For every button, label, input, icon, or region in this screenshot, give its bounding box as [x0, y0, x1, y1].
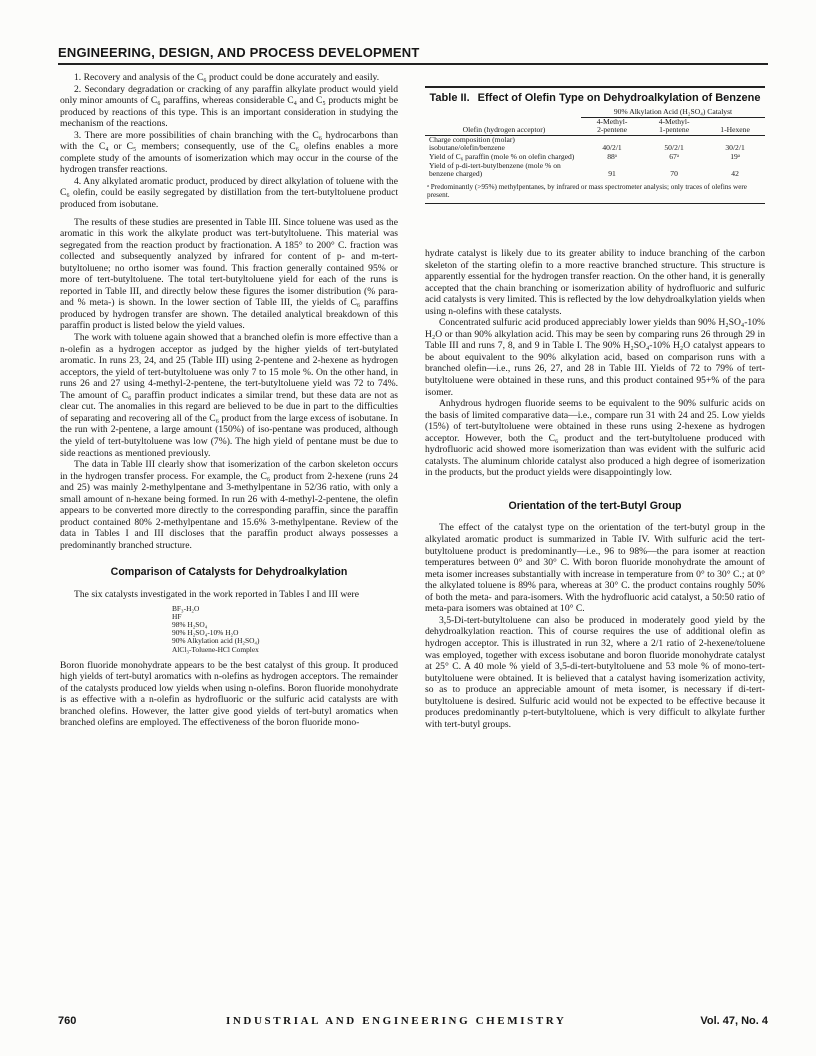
table-cell: 70 [670, 169, 678, 179]
body-text [60, 217, 398, 552]
page-number: 760 [58, 1015, 77, 1027]
section-heading: Orientation of the tert-Butyl Group [508, 499, 682, 512]
table-cell: 40/2/1 [602, 143, 622, 153]
paragraph: 3,5-Di-tert-butyltoluene can also be produced in moderately good yield by the dehydroalkylation reaction. This of course requires the use of additional olefin as hydrogen acceptor. This is illustrated in run 32, where a 2/1 ratio of 2-hexene/toluene was employed, together with excess isobutane and boron fluoride monohydrate catalyst at 25° C. A 40 mole % yield of 3,5-di-tert-butyltoluene and 53 mole % of mono-tert-butyltoluene were obtained. It is believed that a catalyst having isomerization activity, so as to produce an appreciable amount of meta isomer, is necessary if di-tert-butyltoluene is desired. Sulfuric acid would not be expected to be effective because it produces predominantly p-tert-butyltoluene, which is very difficult to alkylate further with tert-butyl groups. [425, 614, 765, 730]
paragraph: The effect of the catalyst type on the orientation of the tert-butyl group in the alkylated aromatic product is summarized in Table IV. With sulfuric acid the tert-butyltoluene product is predominantly—i.e., 96 to 98%—the para isomer at reaction temperatures between 0° and 30° C. With boron fluoride monohydrate the amount of meta isomer increases substantially with increase in temperature from 0° to 30° C.; at 0° the alkylated toluene is 89% para, whereas at 30° C. the product contains roughly 50% of both the meta- and para-isomers. With the hydrofluoric acid catalyst, a 50:50 ratio of meta-para isomers was obtained at 10° C. [425, 522, 765, 615]
paragraph: The work with toluene again showed that a branched olefin is more effective than a n-olefin as a hydrogen acceptor as judged by the higher yields of tert-butylated aromatic. In runs 23, 24, and 25 (Table III) using 2-pentene and 2-hexene as hydrogen acceptors, the yield of tert-butyltoluene was only 7 to 15 mole %. On the other hand, in runs 26 and 27 using 4-methyl-2-pentene, the tert-butyltoluene yield was 72 to 74%. The amount of C₆ paraffin product indicates a similar trend, but these data are not as clear cut. The anomalies in this regard are believed to be due in part to the difficulties of separating and recovering all of the C₆ product from the large excess of isobutane. In the run with 2-pentene, a large amount (150%) of iso-pentane was produced, although the yield of tert-butyltoluene was low (7%). The high yield of pentane must be due to side reactions as mentioned previously. [60, 332, 398, 459]
table-cell: 88ᵃ [607, 151, 617, 161]
table-number: Table II. [429, 92, 470, 104]
paragraph: hydrate catalyst is likely due to its greater ability to induce branching of the carbon skeleton of the starting olefin to a more reactive branched structure. This structure is apparently essential for the hydrogen transfer reaction. On the other hand, it is generally accepted that the chain branching or isomerization ability of hydrofluoric and sulfuric acid catalysts is very limited. This is reflected by the low dehydroalkylation yields when using n-olefins with these catalysts. [425, 248, 765, 317]
journal-name: INDUSTRIAL AND ENGINEERING CHEMISTRY [226, 1015, 567, 1027]
catalyst-list [172, 605, 398, 654]
table-cell: 91 [608, 169, 616, 179]
header-rule [58, 63, 768, 65]
table-row-label: Yield of C₆ paraffin (mole % on olefin charged) [429, 151, 575, 161]
table-row-label: Charge composition (molar) isobutane/olefin/benzene [429, 134, 515, 153]
catalyst-item: 98% H₂SO₄ [172, 619, 208, 629]
table-span-header: 90% Alkylation Acid (H₂SO₄) Catalyst [581, 108, 765, 117]
catalyst-item: 90% H₂SO₄-10% H₂O [172, 628, 239, 638]
table-cell: 50/2/1 [664, 143, 684, 153]
paragraph: The results of these studies are presented in Table III. Since toluene was used as the aromatic in this work the alkylate product was tert-butyltoluene. This material was segregated from the reaction product by fractionation. A 185° to 200° C. fraction was collected and subsequently analyzed by infrared for content of p- and m-tert-butyltoluene; no ortho isomer was found. This fraction generally contained 95% or more of tert-butyltoluene. The total tert-butyltoluene yield for each of the runs is reported in Table III, and directly below these figures the isomer distribution (% para- and % meta-) is shown. In the lower section of Table III, the yields of C₆ paraffins produced by hydrogen transfer are shown. The detailed analytical breakdown of this paraffin product is listed below the yield values. [60, 216, 398, 332]
table-column-header: 4-Methyl- 2-pentene [581, 117, 643, 135]
table-cell: 30/2/1 [725, 143, 745, 153]
section-heading: Comparison of Catalysts for Dehydroalkylation [110, 566, 348, 579]
table-title [425, 92, 765, 105]
list-item: 2. Secondary degradation or cracking of any paraffin alkylate product would yield only minor amounts of C₆ paraffins, whereas considerable C₄ and C₅ products might be produced by reactions of this type. This is an important consideration in studying the mechanism of the reactions. [60, 83, 398, 130]
catalyst-item: BF₃-H₂O [172, 603, 200, 613]
paragraph: The data in Table III clearly show that isomerization of the carbon skeleton occurs in the hydrogen transfer process. For example, the C₆ product from 2-hexene (runs 24 and 25) was mainly 2-methylpentane and 3-methylpentane in 52/36 ratio, with only a small amount of n-hexane being formed. In run 26 with 4-methyl-2-pentene, the olefin appears to be converted more directly to the corresponding paraffin, since the paraffin product contained 80% 2-methylpentane and 15.6% 3-methylpentane. Review of the data in Tables I and III discloses that the paraffin product always possesses a predominantly branched structure. [60, 459, 398, 551]
table-row-header: Olefin (hydrogen acceptor) [425, 117, 581, 135]
list-item: 3. There are more possibilities of chain branching with the C₆ hydrocarbons than with the C₄ or C₅ members; consequently, use of the C₆ olefins enables a more complete study of the amounts of isomerization which may occur in the course of the hydrogen transfer reactions. [60, 129, 398, 176]
table-bottom-rule [425, 203, 765, 204]
paragraph: Concentrated sulfuric acid produced appreciably lower yields than 90% H₂SO₄-10% H₂O or than 90% alkylation acid. This may be seen by comparing runs 26 through 29 in Table III and runs 7, 8, and 9 in Table I. The 90% H₂SO₄-10% H₂O catalyst appears to be about equivalent to the 90% alkylation acid, based on comparison runs with a branched olefin—i.e., runs 26, 27, and 28 in Table III. Yields of 72 to 79% of tert-butyltoluene were obtained in these runs, and this product contained 95+% of the para isomer. [425, 317, 765, 398]
table-cell: 19ᵃ [730, 151, 740, 161]
catalyst-item: 90% Alkylation acid (H₂SO₄) [172, 636, 260, 646]
running-head: ENGINEERING, DESIGN, AND PROCESS DEVELOPMENT [58, 45, 420, 60]
left-column [60, 72, 398, 729]
table-row [425, 135, 765, 153]
paragraph: Boron fluoride monohydrate appears to be the best catalyst of this group. It produced high yields of tert-butyl aromatics with n-olefins as hydrogen acceptors. The remainder of the catalysts produced low yields when using n-olefins. Boron fluoride monohydrate is as effective with a n-olefin as hydrofluoric or the sulfuric acid catalysts are with branched olefins. However, the latter give good yields of tert-butyl aromatics when branched olefins are employed. The effectiveness of the boron fluoride mono- [60, 659, 398, 729]
volume-issue: Vol. 47, No. 4 [700, 1015, 768, 1027]
table-column-header: 1-Hexene [705, 117, 765, 135]
table-ii [425, 92, 765, 204]
data-table [425, 108, 765, 179]
paragraph: Anhydrous hydrogen fluoride seems to be equivalent to the 90% sulfuric acids on the basis of limited comparative data—i.e., compare run 31 with 24 and 25. Low yields (15%) of tert-butyltoluene were obtained in these runs using 2-hexene as hydrogen acceptor. However, both the C₆ product and the tert-butyltoluene produced with hydrofluoric acid showed more isomerization than was evident with the sulfuric acid catalysts. The aluminum chloride catalyst also produced a high degree of isomerization in the products, but the product yields were disappointingly low. [425, 398, 765, 479]
paragraph: The six catalysts investigated in the work reported in Tables I and III were [74, 588, 360, 600]
table-column-header: 4-Methyl- 1-pentene [643, 117, 705, 135]
table-row [425, 162, 765, 179]
right-column [425, 248, 765, 730]
table-top-rule [425, 86, 765, 88]
list-item: 4. Any alkylated aromatic product, produced by direct alkylation of toluene with the C₆ olefin, could be easily segregated by distillation from the tert-butyltoluene product produced from isobutane. [60, 175, 398, 211]
table-row-label: Yield of p-di-tert-butylbenzene (mole % on benzene charged) [429, 160, 561, 179]
table-caption: Effect of Olefin Type on Dehydroalkylation of Benzene [477, 92, 761, 104]
catalyst-item: HF [172, 611, 182, 621]
list-item: 1. Recovery and analysis of the C₆ product could be done accurately and easily. [74, 72, 380, 83]
numbered-list [60, 72, 398, 211]
catalyst-item: AlCl₃-Toluene-HCl Complex [172, 644, 259, 654]
table-cell: 42 [731, 169, 739, 179]
table-footnote: ᵃ Predominantly (>95%) methylpentanes, by infrared or mass spectrometer analysis; only traces of olefins were present. [427, 182, 747, 199]
table-cell: 67ᵃ [669, 151, 679, 161]
